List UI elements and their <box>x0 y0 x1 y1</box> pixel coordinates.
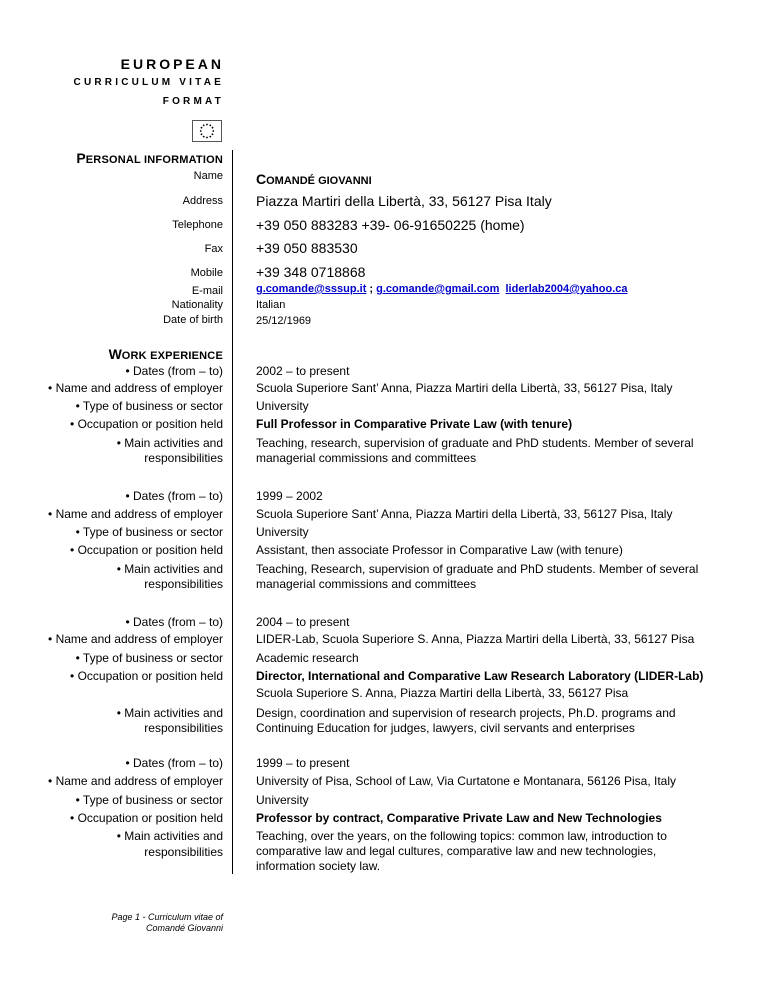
name-value: COMANDÉ GIOVANNI <box>256 171 372 187</box>
email-link-2[interactable]: g.comande@gmail.com <box>376 283 500 295</box>
activities-label: • Main activities and <box>116 829 223 843</box>
entry-1-business: University <box>256 399 309 413</box>
entry-3-business: Academic research <box>256 651 359 665</box>
employer-label: • Name and address of employer <box>48 381 223 395</box>
occupation-label: • Occupation or position held <box>70 417 223 431</box>
dates-label: • Dates (from – to) <box>125 489 223 503</box>
dates-label: • Dates (from – to) <box>125 756 223 770</box>
entry-2-occupation: Assistant, then associate Professor in Comparative Law (with tenure) <box>256 543 623 557</box>
entry-4-employer: University of Pisa, School of Law, Via Curtatone e Montanara, 56126 Pisa, Italy <box>256 774 677 788</box>
eu-flag-icon <box>192 120 222 142</box>
activities-label-2: responsibilities <box>144 451 223 465</box>
nationality-value: Italian <box>256 299 286 311</box>
activities-label: • Main activities and <box>116 562 223 576</box>
page-footer: Page 1 - Curriculum vitae of Comandé Giovanni <box>111 912 223 933</box>
entry-2-business: University <box>256 525 309 539</box>
email-values: g.comande@sssup.it ; g.comande@gmail.com liderlab2004@yahoo.ca <box>256 283 628 295</box>
activities-label: • Main activities and <box>116 706 223 720</box>
entry-2-employer: Scuola Superiore Sant’ Anna, Piazza Martiri della Libertà, 33, 56127 Pisa, Italy <box>256 507 673 521</box>
occupation-label: • Occupation or position held <box>70 811 223 825</box>
cv-format-title-line2: CURRICULUM VITAE <box>73 77 224 88</box>
entry-3-employer: LIDER-Lab, Scuola Superiore S. Anna, Piazza Martiri della Libertà, 33, 56127 Pisa <box>256 632 695 646</box>
dates-label: • Dates (from – to) <box>125 364 223 378</box>
dates-label: • Dates (from – to) <box>125 615 223 629</box>
mobile-label: Mobile <box>190 267 223 279</box>
activities-label-2: responsibilities <box>144 721 223 735</box>
occupation-label: • Occupation or position held <box>70 543 223 557</box>
activities-label-2: responsibilities <box>144 845 223 859</box>
employer-label: • Name and address of employer <box>48 774 223 788</box>
dob-label: Date of birth <box>163 314 223 326</box>
telephone-value: +39 050 883283 +39- 06-91650225 (home) <box>256 217 525 233</box>
employer-label: • Name and address of employer <box>48 632 223 646</box>
entry-4-occupation: Professor by contract, Comparative Private Law and New Technologies <box>256 811 662 825</box>
business-label: • Type of business or sector <box>75 399 223 413</box>
section-title-personal-information: PERSONAL INFORMATION <box>76 150 223 166</box>
business-label: • Type of business or sector <box>75 525 223 539</box>
column-divider <box>232 150 233 874</box>
entry-2-dates: 1999 – 2002 <box>256 489 323 503</box>
entry-2-activities: Teaching, Research, supervision of graduate and PhD students. Member of several managerial commissions and committees <box>256 562 699 591</box>
telephone-label: Telephone <box>172 219 223 231</box>
address-label: Address <box>182 195 223 207</box>
entry-3-dates: 2004 – to present <box>256 615 350 629</box>
entry-4-business: University <box>256 793 309 807</box>
email-link-1[interactable]: g.comande@sssup.it <box>256 283 367 295</box>
email-label: E-mail <box>191 285 223 297</box>
employer-label: • Name and address of employer <box>48 507 223 521</box>
mobile-value: +39 348 0718868 <box>256 264 366 280</box>
cv-format-title-line1: EUROPEAN <box>120 56 224 72</box>
entry-3-activities: Design, coordination and supervision of research projects, Ph.D. programs and Continuing Education for judges, lawyers, civil servants and enterprises <box>256 706 676 735</box>
nationality-label: Nationality <box>171 299 223 311</box>
section-title-work-experience: WORK EXPERIENCE <box>108 346 223 362</box>
fax-label: Fax <box>204 243 223 255</box>
business-label: • Type of business or sector <box>75 793 223 807</box>
business-label: • Type of business or sector <box>75 651 223 665</box>
entry-3-occupation-extra: Scuola Superiore S. Anna, Piazza Martiri della Libertà, 33, 56127 Pisa <box>256 686 629 700</box>
entry-1-dates: 2002 – to present <box>256 364 350 378</box>
entry-4-dates: 1999 – to present <box>256 756 350 770</box>
dob-value: 25/12/1969 <box>256 315 312 327</box>
occupation-label: • Occupation or position held <box>70 669 223 683</box>
address-value: Piazza Martiri della Libertà, 33, 56127 Pisa Italy <box>256 193 552 209</box>
name-label: Name <box>193 170 223 182</box>
email-link-3[interactable]: liderlab2004@yahoo.ca <box>505 283 628 295</box>
activities-label: • Main activities and <box>116 436 223 450</box>
activities-label-2: responsibilities <box>144 577 223 591</box>
entry-4-activities: Teaching, over the years, on the following topics: common law, introduction to comparative law and legal cultures, comparative law and new technologies, information society law. <box>256 829 667 873</box>
entry-1-occupation: Full Professor in Comparative Private Law (with tenure) <box>256 417 573 431</box>
cv-format-title-line3: FORMAT <box>162 96 224 107</box>
entry-3-occupation: Director, International and Comparative Law Research Laboratory (LIDER-Lab) <box>256 669 704 683</box>
entry-1-employer: Scuola Superiore Sant’ Anna, Piazza Martiri della Libertà, 33, 56127 Pisa, Italy <box>256 381 673 395</box>
fax-value: +39 050 883530 <box>256 240 358 256</box>
entry-1-activities: Teaching, research, supervision of graduate and PhD students. Member of several managerial commissions and committees <box>256 436 694 465</box>
